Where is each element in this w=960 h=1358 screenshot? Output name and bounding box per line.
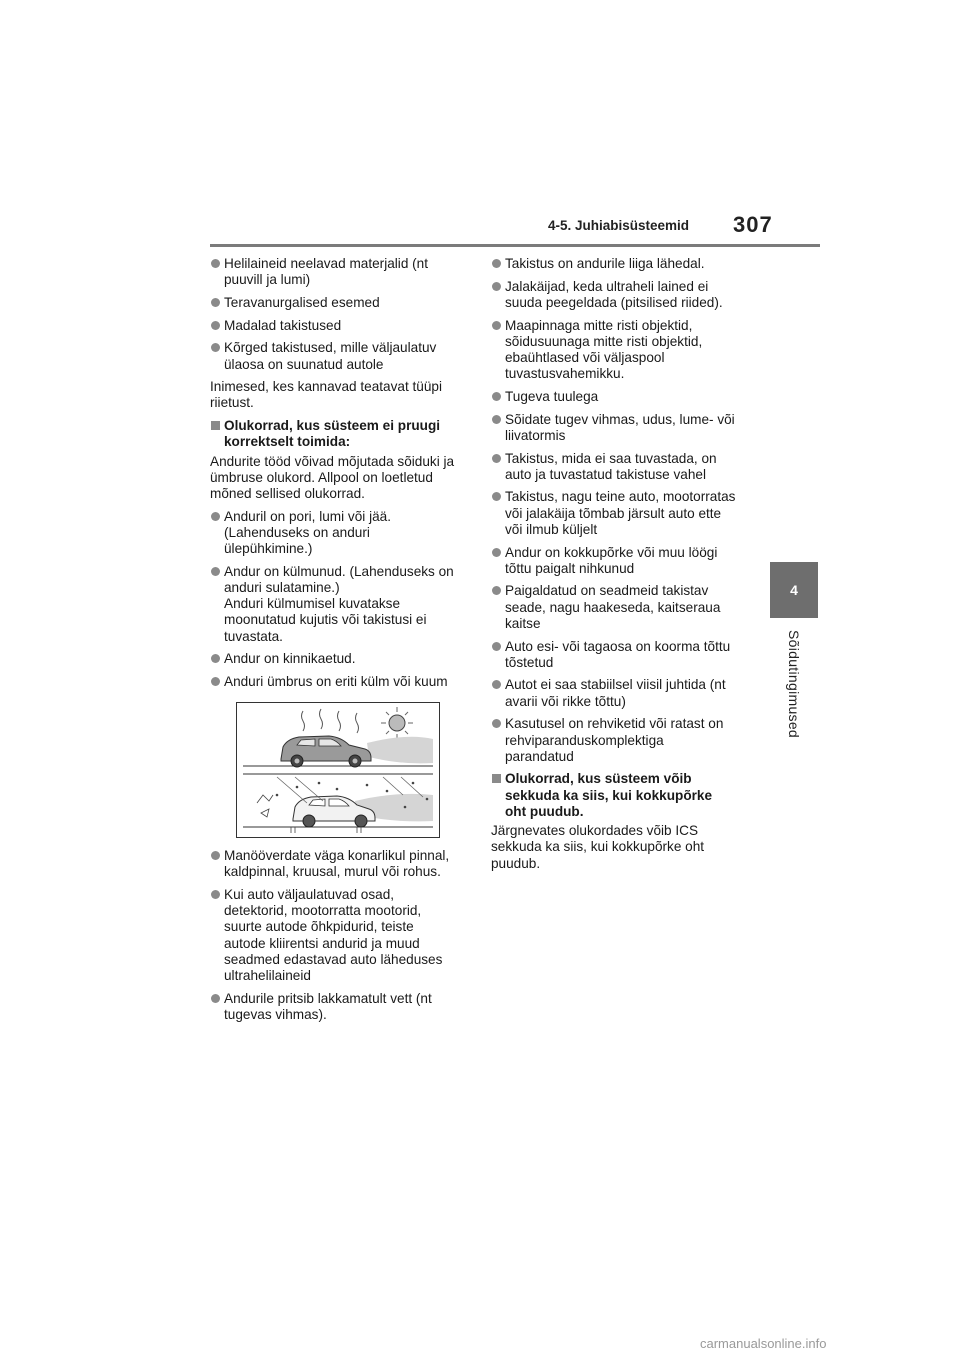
- list-item-text: Manööverdate väga konarlikul pinnal, kaldpinnal, kruusal, murul või rohus.: [224, 848, 450, 880]
- right-column: [491, 256, 753, 878]
- bullet-icon: [491, 716, 505, 732]
- list-item: [491, 545, 753, 577]
- list-item: [491, 639, 753, 671]
- list-item-text: Takistus, nagu teine auto, mootorratas või jalakäija tõmbab järsult auto ette või ilmub küljelt: [505, 489, 736, 537]
- bullet-icon: [491, 677, 505, 693]
- list-item: [210, 848, 472, 880]
- list-item: [210, 887, 472, 984]
- watermark: carmanualsonline.info: [700, 1336, 827, 1351]
- bullet-icon: [210, 674, 224, 690]
- list-item-text: Andur on külmunud. (Lahenduseks on anduri sulatamine.) Anduri külmumisel kuvatakse moonutatud kujutis või takistusi ei tuvastata.: [224, 563, 454, 644]
- bullet-icon: [210, 295, 224, 311]
- list-item: [491, 256, 753, 272]
- bullet-icon: [210, 991, 224, 1007]
- list-item: [491, 279, 753, 311]
- list-item: [491, 716, 753, 765]
- chapter-side-title: [770, 630, 818, 760]
- bullet-icon: [491, 412, 505, 428]
- list-item: [491, 489, 753, 538]
- list-item-text: Anduril on pori, lumi või jää. (Lahenduseks on anduri ülepühkimine.): [224, 508, 391, 557]
- bullet-icon: [491, 318, 505, 334]
- chapter-side-title-text: Sõidutingimused: [786, 630, 802, 739]
- header-section-title: 4-5. Juhiabisüsteemid: [548, 218, 690, 233]
- list-item-text: Jalakäijad, keda ultraheli lained ei suuda peegeldada (pitsilised riided).: [505, 278, 723, 310]
- list-item-text: Kõrged takistused, mille väljaulatuv ülaosa on suunatud autole: [224, 340, 437, 372]
- list-item: [210, 509, 472, 558]
- paragraph: Andurite tööd võivad mõjutada sõiduki ja ümbruse olukord. Allpool on loetletud mõned sellised olukorrad.: [210, 453, 455, 501]
- list-item: [210, 256, 472, 288]
- list-item: [491, 677, 753, 709]
- list-item-text: Sõidate tugev vihmas, udus, lume- või liivatormis: [505, 411, 735, 443]
- bullet-icon: [491, 279, 505, 295]
- section-heading: [210, 418, 472, 450]
- list-item: [210, 340, 472, 372]
- car-icon: [281, 736, 371, 767]
- list-item-text: Kui auto väljaulatuvad osad, detektorid, mootorratta mootorid, suurte autode õhkpidurid, teiste autode kliirentsi andurid ja muud seadmed edastavad auto läheduses ultrahelilaineid: [224, 887, 443, 984]
- section-heading-text: Olukorrad, kus süsteem võib sekkuda ka siis, kui kokkupõrke oht puudub.: [505, 771, 713, 819]
- bullet-icon: [491, 489, 505, 505]
- list-item: [210, 674, 472, 690]
- bullet-icon: [491, 256, 505, 272]
- list-item: [210, 318, 472, 334]
- section-heading-text: Olukorrad, kus süsteem ei pruugi korrektselt toimida:: [224, 418, 441, 450]
- illustration-hot-cold-car: [236, 702, 440, 838]
- list-item-text: Tugeva tuulega: [505, 388, 599, 404]
- list-item: [491, 389, 753, 405]
- list-item: [210, 564, 472, 645]
- list-item-text: Andur on kinnikaetud.: [224, 651, 356, 667]
- bullet-icon: [491, 583, 505, 599]
- list-item: [491, 583, 753, 632]
- bullet-icon: [491, 451, 505, 467]
- list-item: [491, 318, 753, 383]
- list-item-text: Andur on kokkupõrke või muu löögi tõttu paigalt nihkunud: [505, 544, 718, 576]
- list-item: [491, 412, 753, 444]
- bullet-icon: [491, 545, 505, 561]
- bullet-icon: [210, 887, 224, 903]
- chapter-tab: 4: [770, 562, 818, 618]
- bullet-icon: [210, 848, 224, 864]
- list-item-text: Helilaineid neelavad materjalid (nt puuvill ja lumi): [224, 256, 429, 288]
- bullet-icon: [491, 639, 505, 655]
- square-bullet-icon: [210, 418, 224, 434]
- square-bullet-icon: [491, 771, 505, 787]
- list-item-text: Autot ei saa stabiilsel viisil juhtida (nt avarii või rikke tõttu): [505, 677, 726, 709]
- list-item: [210, 991, 472, 1023]
- list-item-text: Maapinnaga mitte risti objektid, sõidusuunaga mitte risti objektid, ebaühtlased või väljaspool tuvastusvahemikku.: [505, 317, 703, 382]
- list-item: [210, 651, 472, 667]
- list-item-text: Madalad takistused: [224, 317, 342, 333]
- list-item-text: Anduri ümbrus on eriti külm või kuum: [224, 673, 448, 689]
- bullet-icon: [491, 389, 505, 405]
- bullet-icon: [210, 340, 224, 356]
- car-weather-illustration: [237, 703, 438, 836]
- bullet-icon: [210, 509, 224, 525]
- bullet-icon: [210, 318, 224, 334]
- list-item-text: Kasutusel on rehviketid või ratast on rehviparanduskomplektiga parandatud: [505, 716, 724, 764]
- bullet-icon: [210, 256, 224, 272]
- paragraph: Inimesed, kes kannavad teatavat tüüpi riietust.: [210, 379, 442, 411]
- list-item: [491, 451, 753, 483]
- list-item-text: Andurile pritsib lakkamatult vett (nt tugevas vihmas).: [224, 990, 432, 1022]
- section-heading: [491, 771, 753, 820]
- bullet-icon: [210, 564, 224, 580]
- left-column: [210, 256, 472, 1030]
- list-item-text: Takistus on andurile liiga lähedal.: [505, 256, 705, 271]
- list-item-text: Teravanurgalised esemed: [224, 294, 380, 310]
- page-number: 307: [733, 212, 773, 237]
- sun-icon: [389, 715, 405, 731]
- list-item-text: Takistus, mida ei saa tuvastada, on auto ja tuvastatud takistuse vahel: [505, 450, 717, 482]
- header-rule: [210, 244, 820, 247]
- list-item-text: Paigaldatud on seadmeid takistav seade, nagu haakeseda, kaitseraua kaitse: [505, 583, 721, 631]
- list-item: [210, 295, 472, 311]
- paragraph: Järgnevates olukordades võib ICS sekkuda ka siis, kui kokkupõrke oht puudub.: [491, 823, 705, 871]
- bullet-icon: [210, 651, 224, 667]
- list-item-text: Auto esi- või tagaosa on koorma tõttu tõstetud: [505, 638, 731, 670]
